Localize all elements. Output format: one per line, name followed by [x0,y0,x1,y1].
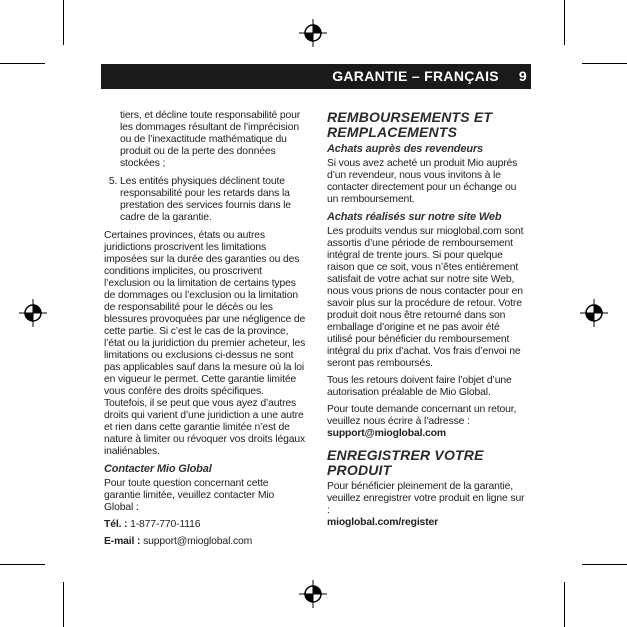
subheading-website: Achats réalisés sur notre site Web [327,211,502,223]
page-header [332,68,527,84]
phone-value: 1-877-770-1116 [130,519,201,530]
resellers-text: Si vous avez acheté un produit Mio auprès d’un revendeur, nous vous invitons à le contacter directement pour un échange ou un remboursement. [327,158,518,205]
returns-text: Tous les retours doivent faire l’objet d’une autorisation préalable de Mio Global. [327,375,512,398]
registration-mark-icon [580,299,608,327]
left-column [104,110,306,553]
phone-line [104,519,306,531]
limitations-list [104,110,306,170]
page-title: GARANTIE – FRANÇAIS [332,68,499,84]
list-item: tiers, et décline toute responsabilité pour les dommages résultant de l’imprécision ou de l’inexactitude mathématique du produit ou de la perte des données stockées ; [120,110,301,169]
list-item: 5. Les entités physiques déclinent toute responsabilité pour les retards dans la prestation des services fournis dans le cadre de la garantie. [120,176,306,224]
email-line [104,536,306,548]
right-column [327,110,527,534]
registration-mark-icon [19,299,47,327]
crop-mark [63,582,64,627]
crop-mark [0,63,45,64]
website-text: Les produits vendus sur mioglobal.com sont assortis d’une période de remboursement intégral de trente jours. Si pour quelque raison que ce soit, vous n’êtes entièrement satisfait de votre achat sur notre site Web, nous vous prions de nous contacter pour en savoir plus sur la procédure de retour. Votre produit doit nous être retourné dans son emballage d’origine et ne pas avoir été utilisé pour bénéficier du remboursement intégral du prix d’achat. Vos frais d’envoi ne seront pas remboursés. [327,226,524,369]
crop-mark [564,0,565,45]
registration-mark-icon [299,19,327,47]
request-email: support@mioglobal.com [327,428,446,439]
section-title-register: ENREGISTRER VOTRE PRODUIT [327,447,484,478]
jurisdiction-paragraph: Certaines provinces, états ou autres juridictions proscrivent les limitations imposées sur la durée des garanties ou des conditions implicites, ou proscrivent l’exclusion ou la limitation de certains types de dommages ou l’exclusion ou la limitation de responsabilité pour le décès ou les blessures provoquées par une négligence de cette partie. Si c’est le cas de la province, l’état ou la juridiction du premier acheteur, les limitations ou exclusions ci-dessus ne sont pas applicables sauf dans la mesure où la loi en vigueur le permet. Cette garantie limitée vous confère des droits spécifiques. Toutefois, il se peut que vous ayez d’autres droits qui varient d’une juridiction a une autre et rien dans cette garantie limitée n’est de nature à limiter ou révoquer vos droits légaux inaliénables. [104,230,306,457]
request-text [327,404,527,440]
crop-mark [582,63,627,64]
crop-mark [0,564,45,565]
crop-mark [63,0,64,45]
email-value: support@mioglobal.com [143,536,253,547]
email-label: E-mail : [104,536,141,547]
limitations-list [104,176,306,224]
registration-mark-icon [299,580,327,608]
contact-heading: Contacter Mio Global [104,463,212,475]
page-number: 9 [518,68,527,84]
register-label: Pour bénéficier pleinement de la garantie, veuillez enregistrer votre produit en ligne sur : [327,481,525,516]
crop-mark [564,582,565,627]
contact-text: Pour toute question concernant cette garantie limitée, veuillez contacter Mio Global : [104,478,275,513]
phone-label: Tél. : [104,519,128,530]
register-text [327,481,527,529]
subheading-resellers: Achats auprès des revendeurs [327,143,483,155]
request-label: Pour toute demande concernant un retour, veuillez nous écrire à l’adresse : [327,404,517,427]
register-url: mioglobal.com/register [327,517,439,528]
crop-mark [582,564,627,565]
section-title-refunds: REMBOURSEMENTS ET REMPLACEMENTS [327,109,493,140]
